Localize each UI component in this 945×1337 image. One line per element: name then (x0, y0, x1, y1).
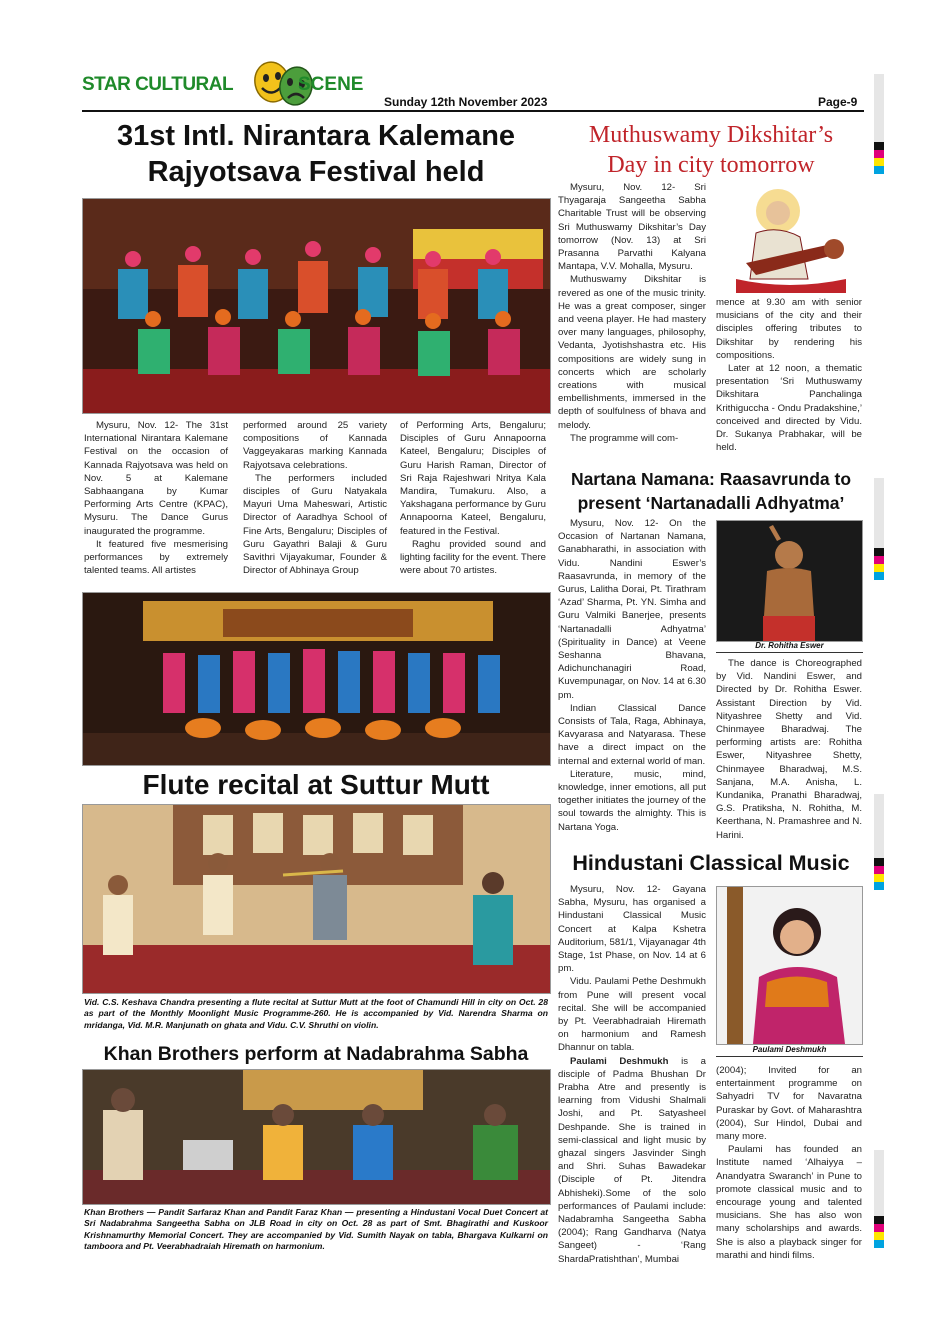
paulami-name: Paulami Deshmukh (570, 1055, 669, 1067)
cmyk-mark-2-cyan (874, 572, 884, 580)
cmyk-mark-magenta (874, 150, 884, 158)
paulami-photo-caption: Paulami Deshmukh (716, 1045, 863, 1057)
cmyk-mark-4-black (874, 1216, 884, 1224)
article6-col1: Mysuru, Nov. 12- Gayana Sabha, Mysuru, has organised a Hindustani Classical Music Concert at Kalpa Kshetra Auditorium, 581/1, Vijayanagar 4th Stage, 1st Phase, on Nov. 14 at 6 pm. Vidu. Paulami Pethe Deshmukh from Pune will present vocal recital. She will be accompanied by Pt. Veerabhadraiah Hiremath on harmonium and Ramesh Dhannur on tabla. Paulami Deshmukh is a disciple of Padma Bhushan Dr Prabha Atre and presently is learning from Vidushi Shalmali Joshi, and Pt. Satyasheel Deshpande. She is trained in semi-classical and light music by ghazal singers Jasvinder Singh and Shri. Suhas Bawadekar (Disciple of Pt. Jitendra Abhisheki).Some of the solo performances of Paulami include: Nadabramha Sangeetha Sabha (2004); Rang Gandharva (Natya Sangeet) - ‘Rang ShardaPratishthan’, Mumbai (558, 884, 706, 1265)
paulami-deshmukh-photo (716, 886, 863, 1045)
article4-headline: Muthuswamy Dikshitar’s Day in city tomorrow (588, 122, 834, 178)
cmyk-mark-3-cyan (874, 882, 884, 890)
dancer-portrait-illustration (717, 521, 862, 641)
article2-caption: Vid. C.S. Keshava Chandra presenting a flute recital at Suttur Mutt at the foot of Chamundi Hill in city on Oct. 28 as part of the Monthly Moonlight Music Programme-260. He is accompanied by Vid. Narendra Sharma on mridanga, Vid. M.R. Manjunath on ghata and Vidu. C.V. Shruthi on violin. (84, 997, 548, 1030)
cmyk-mark-3-yellow (874, 874, 884, 882)
article5-headline: Nartana Namana: Raasavrunda to present ‘Nartanadalli Adhyatma’ (570, 469, 852, 513)
dance-group-photo-2 (82, 592, 551, 766)
cmyk-mark-black (874, 166, 884, 174)
cmyk-mark-2-magenta (874, 556, 884, 564)
article4-col1: Mysuru, Nov. 12- Sri Thyagaraja Sangeetha Sabha Charitable Trust will be observing Sri Muthuswamy Dikshitar’s Day tomorrow (Nov. 13) at Sri Prasanna Parvathi Kalyana Mantapa, V.V. Mohalla, Mysuru. Muthuswamy Dikshitar is revered as one of the music trinity. He was a great composer, singer and veena player. He had mastery over many languages, philosophy, Vedanta, Jyotishshastra etc. His compositions are widely sung in concerts which are scholarly creations with musical embellishments, immersed in the depth of soulfulness of bhava and melody. The programme will com- (558, 182, 706, 444)
dikshitar-painting (716, 183, 862, 293)
cmyk-mark-2-black (874, 548, 884, 556)
article2-headline: Flute recital at Suttur Mutt (142, 769, 490, 800)
article4-col2: mence at 9.30 am with senior musicians of the city and their disciples offering tributes to Dikshitar by rendering his compositions. Later at 12 noon, a thematic presentation ‘Sri Muthuswamy Dikshitara Panchalinga Krithiguccha - Ondu Pradakshine,’ conceived and directed by Vidu. Dr. Sukanya Prabhakar, will be held. (716, 297, 862, 454)
cmyk-mark-4-magenta (874, 1224, 884, 1232)
margin-registration-strip-4 (874, 1150, 884, 1216)
cmyk-mark-cyan (874, 142, 884, 150)
article6-col2: (2004); Invited for an entertainment programme on Sahyadri TV for Navaratna Puraskar by Govt. of Maharashtra (2004), Sur Hindol, Dubai and many more. Paulami has founded an Institute named ‘Alhaiyya – Anandyatra Swaranch’ in Pune to promote classical music and to encourage young and talented musicians. She has also won many scholarships and awards. She is also a playback singer for marathi and hindi films. (716, 1065, 862, 1261)
singer-portrait-illustration (717, 887, 862, 1044)
khan-brothers-illustration (83, 1070, 550, 1204)
cmyk-mark-4-yellow (874, 1232, 884, 1240)
article5-col1: Mysuru, Nov. 12- On the Occasion of Nartanan Namana, Ganabharathi, in association with Vidu. Nandini Eswer’s Raasavrunda, in memory of the Gurus, Lalitha Dorai, Pt. Tirathram ‘Azad’ Sharma, Pt. YN. Simha and Guru Valmiki Banerjee, presents ‘Nartanadalli Adhyatma’ (Spirituality in Dance) at Veene Seshanna Bhavana, Adichunchanagiri Road, Kuvempunagar, on Nov. 14 at 6.30 pm. Indian Classical Dance Consists of Tala, Raga, Abhinaya, Kavyarasa and Natyarasa. These have a direct impact on the internal and external world of man. Literature, music, mind, knowledge, inner emotions, all put together initiates the journey of the soul towards the almighty. This is Nartana Yoga. (558, 518, 706, 833)
dancers-stage-illustration (83, 593, 550, 765)
dancers-illustration (83, 199, 550, 413)
margin-registration-strip-2 (874, 478, 884, 548)
cmyk-mark-3-magenta (874, 866, 884, 874)
margin-registration-strip (874, 74, 884, 142)
article3-caption: Khan Brothers — Pandit Sarfaraz Khan and Pandit Faraz Khan — presenting a Hindustani Vocal Duet Concert at Sri Nadabrahma Sangeetha Sabha on JLB Road in city on Oct. 28 as part of Smt. Bhagirathi and Kuskoor Krishnamurthy Memorial Concert. They are accompanied by Vid. Sumith Nayak on tabla, Bhargava Kulkarni on tamboora and Pt. Veerabhadraiah Hiremath on harmonium. (84, 1207, 548, 1252)
article3-headline: Khan Brothers perform at Nadabrahma Sabha (103, 1043, 529, 1065)
cmyk-mark-4-cyan (874, 1240, 884, 1248)
article5-col2: The dance is Choreographed by Vid. Nandini Eswer, and Directed by Dr. Rohitha Eswer. Assistant Direction by Vid. Nityashree Shetty and Vid. Chinmayee Bharadwaj. The performing artists are: Rohitha Eswer, Nityashree Shetty, Chinmayee Bharadwaj, M.S. Sanjana, M.A. Anisha, L. Kundanika, Pranathi Bharadwaj, G.S. Pratiksha, N. Rohitha, M. Keerthana, N. Pramashree and N. Harini. (716, 658, 862, 841)
cmyk-mark-2-yellow (874, 564, 884, 572)
veena-player-illustration (716, 183, 862, 293)
flute-recital-illustration (83, 805, 550, 993)
brand-right: SCENE (298, 74, 364, 95)
article1-col2: performed around 25 variety compositions of Kannada Vaggeyakaras marking Kannada Rajyotsava celebrations. The performers included disciples of Guru Natyakala Mayuri Uma Maheswari, Artistic Director of Aaradhya School of Fine Arts, Bengaluru; Disciples of Guru Gayathri Balaji & Guru Savithri Vijayakumar, Founder & Director of Abhinaya Group (243, 420, 387, 577)
margin-registration-strip-3 (874, 794, 884, 858)
rohitha-photo-caption: Dr. Rohitha Eswer (716, 641, 863, 653)
khan-brothers-photo (82, 1069, 551, 1205)
dance-group-photo (82, 198, 551, 414)
article1-headline: 31st Intl. Nirantara Kalemane Rajyotsava Festival held (116, 120, 516, 188)
issue-date: Sunday 12th November 2023 (384, 95, 548, 109)
cmyk-mark-yellow (874, 158, 884, 166)
cmyk-mark-3-black (874, 858, 884, 866)
brand-left: STAR CULTURAL (82, 74, 234, 95)
article6-headline: Hindustani Classical Music (572, 851, 850, 875)
flute-recital-photo (82, 804, 551, 994)
article1-col1: Mysuru, Nov. 12- The 31st International Nirantara Kalemane Festival on the occasion of Kannada Rajyotsava was held on Nov. 5 at Kalemane Sabhaangana by Kumar Performing Arts Centre (KPAC), Mysuru. The Dance Gurus inaugurated the programme. It featured five mesmerising performances by extremely talented teams. All artistes (84, 420, 228, 577)
article1-col3: of Performing Arts, Bengaluru; Disciples of Guru Annapoorna Kateel, Bengaluru; Disciples of Guru Harish Raman, Director of Sri Raja Rajeshwari Nritya Kala Mandira, Tumakuru. Also, a Yakshagana performance by Guru Annapoorna Kateel, Bengaluru, featured in the Festival. Raghu provided sound and lighting facility for the event. There were about 70 artistes. (400, 420, 546, 577)
rohitha-eswer-photo (716, 520, 863, 642)
header-rule (82, 110, 864, 112)
page-number: Page-9 (818, 95, 858, 109)
masthead (82, 60, 872, 112)
